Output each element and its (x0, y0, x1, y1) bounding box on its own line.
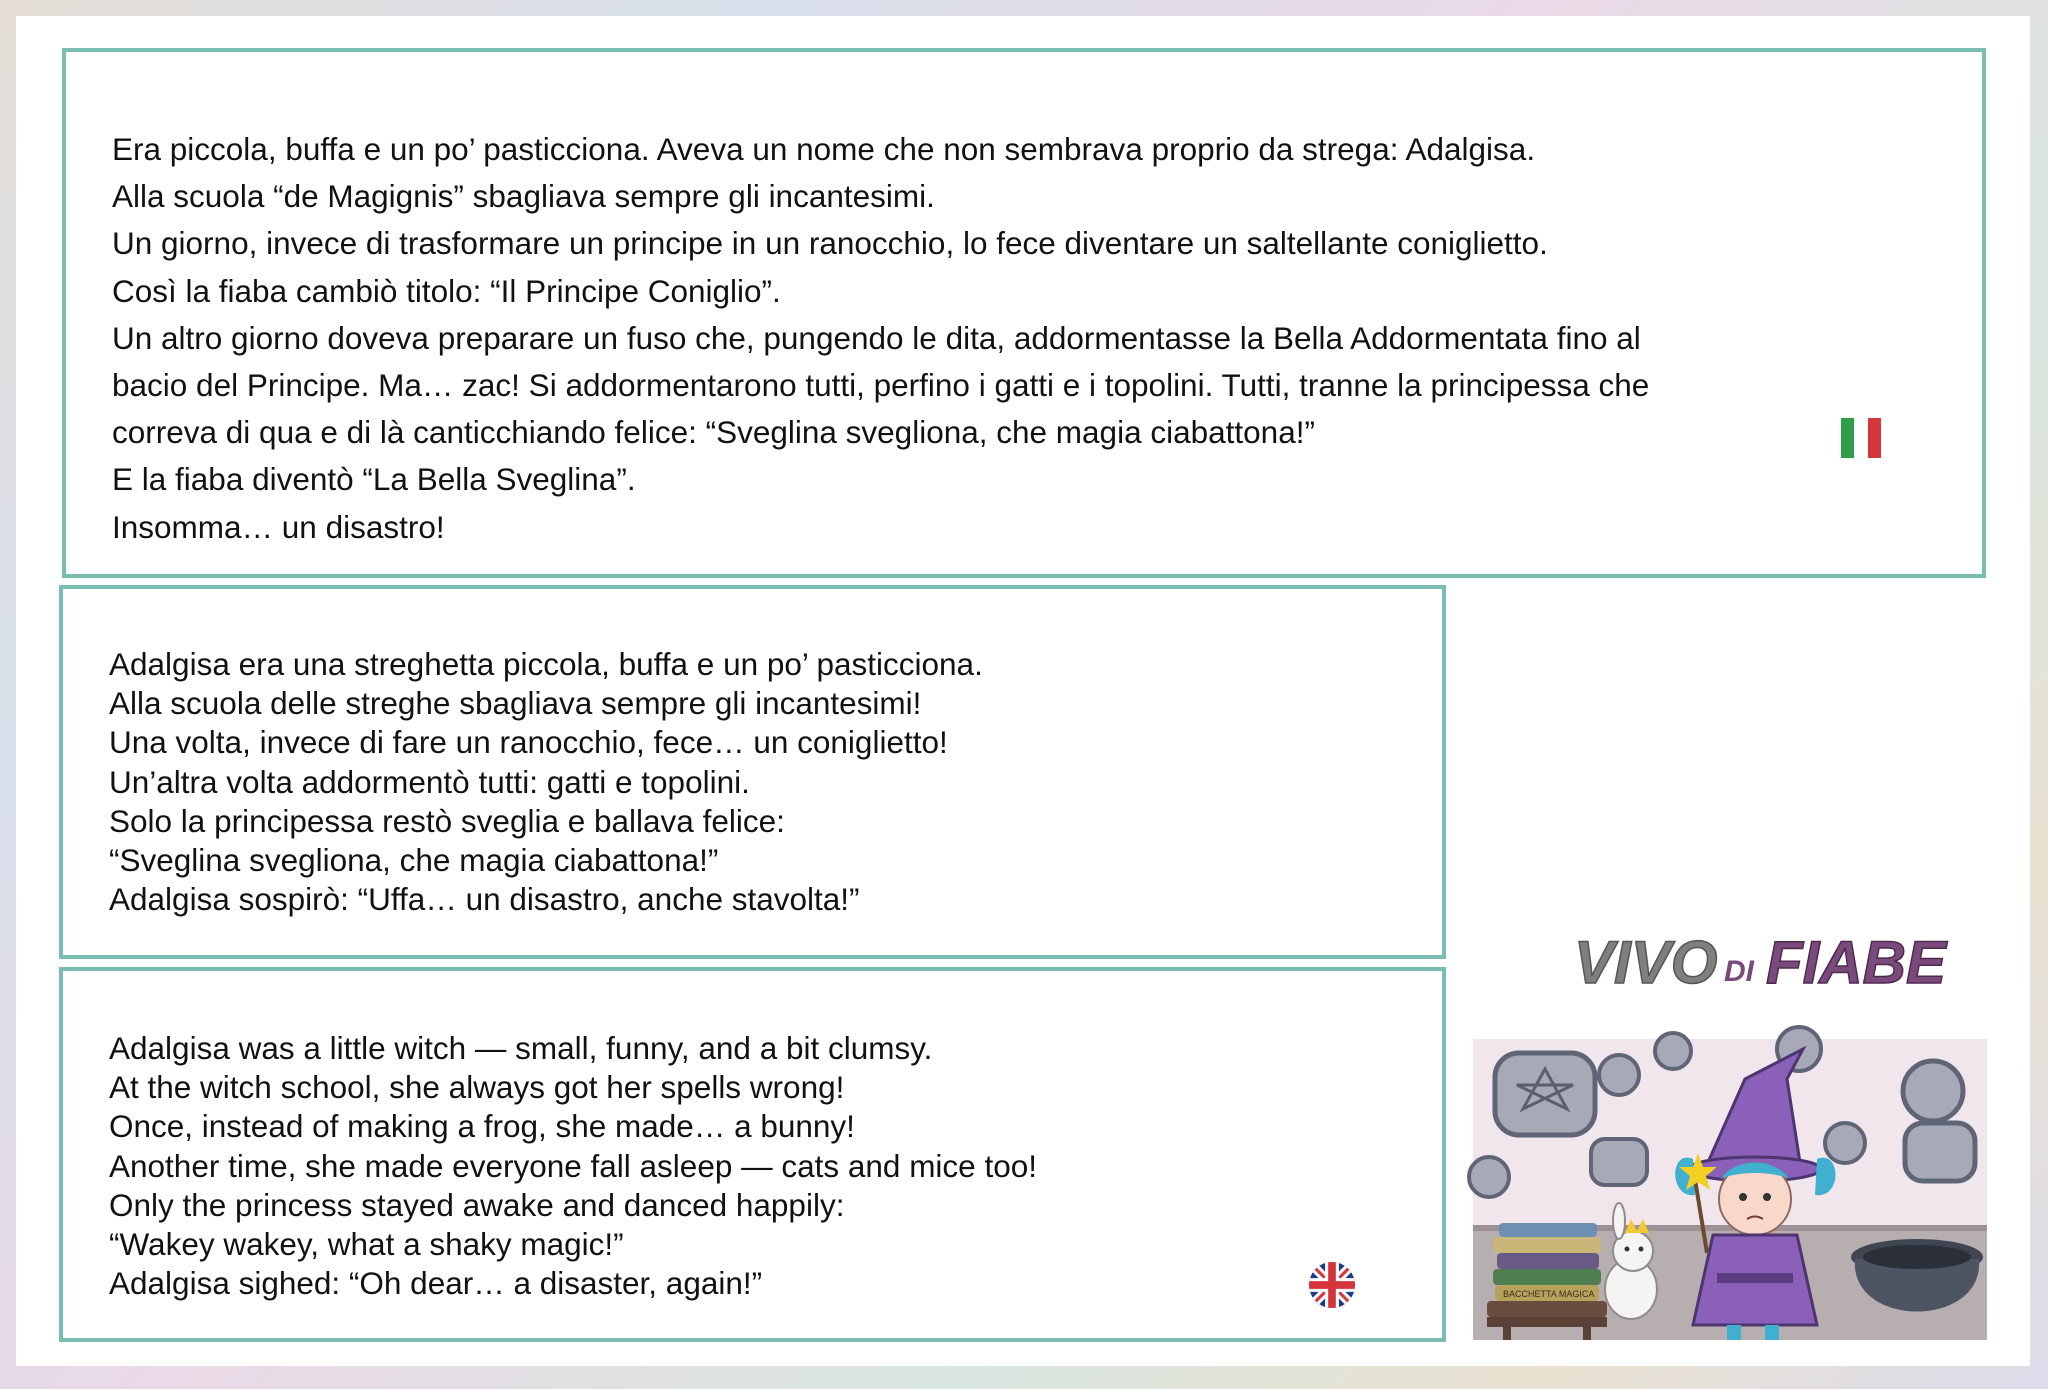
story-line: Una volta, invece di fare un ranocchio, fece… un coniglietto! (109, 724, 948, 761)
story-line: At the witch school, she always got her spells wrong! (109, 1069, 845, 1106)
english-story-card (59, 967, 1446, 1342)
story-line: bacio del Principe. Ma… zac! Si addormentarono tutti, perfino i gatti e i topolini. Tutti, tranne la principessa che (112, 367, 1650, 404)
story-line: Così la fiaba cambiò titolo: “Il Principe Coniglio”. (112, 272, 781, 309)
story-line: Only the princess stayed awake and danced happily: (109, 1186, 845, 1223)
svg-text:DI: DI (1724, 955, 1754, 988)
story-line: Once, instead of making a frog, she made… a bunny! (109, 1108, 855, 1145)
story-line: E la fiaba diventò “La Bella Sveglina”. (112, 461, 636, 498)
svg-text:VIVO: VIVO (1574, 929, 1718, 996)
story-line: Adalgisa era una streghetta piccola, buffa e un po’ pasticciona. (109, 646, 983, 682)
books-label: BACCHETTA MAGICA (1503, 1289, 1595, 1299)
story-line: correva di qua e di là canticchiando felice: “Sveglina svegliona, che magia ciabattona!” (112, 414, 1315, 451)
italian-simple-story-card (59, 585, 1446, 959)
story-line: Another time, she made everyone fall asleep — cats and mice too! (109, 1147, 1037, 1184)
witch-illustration (1473, 1039, 1987, 1340)
story-line: “Wakey wakey, what a shaky magic!” (109, 1226, 624, 1263)
story-line: Adalgisa sospirò: “Uffa… un disastro, anche stavolta!” (109, 881, 860, 918)
uk-flag-icon (1309, 1262, 1355, 1308)
story-line: Era piccola, buffa e un po’ pasticciona. Aveva un nome che non sembrava proprio da strega: Adalgisa. (112, 131, 1536, 167)
story-line: Alla scuola “de Magignis” sbagliava sempre gli incantesimi. (112, 178, 935, 215)
story-line: Adalgisa sighed: “Oh dear… a disaster, again!” (109, 1265, 763, 1302)
story-line: Un’altra volta addormentò tutti: gatti e topolini. (109, 763, 750, 800)
story-line: Solo la principessa restò sveglia e ballava felice: (109, 802, 785, 839)
story-line: Un altro giorno doveva preparare un fuso che, pungendo le dita, addormentasse la Bella Addormentata fino al (112, 319, 1641, 356)
story-line: “Sveglina svegliona, che magia ciabattona!” (109, 842, 719, 879)
italian-long-story-card (62, 48, 1986, 578)
svg-text:FIABE: FIABE (1766, 929, 1946, 996)
story-line: Insomma… un disastro! (112, 508, 445, 545)
story-line: Adalgisa was a little witch — small, funny, and a bit clumsy. (109, 1030, 933, 1066)
story-line: Un giorno, invece di trasformare un principe in un ranocchio, lo fece diventare un saltellante coniglietto. (112, 225, 1548, 262)
italy-flag-icon (1841, 418, 1881, 458)
story-line: Alla scuola delle streghe sbagliava sempre gli incantesimi! (109, 685, 922, 722)
vivo-di-fiabe-logo (1574, 925, 1946, 996)
